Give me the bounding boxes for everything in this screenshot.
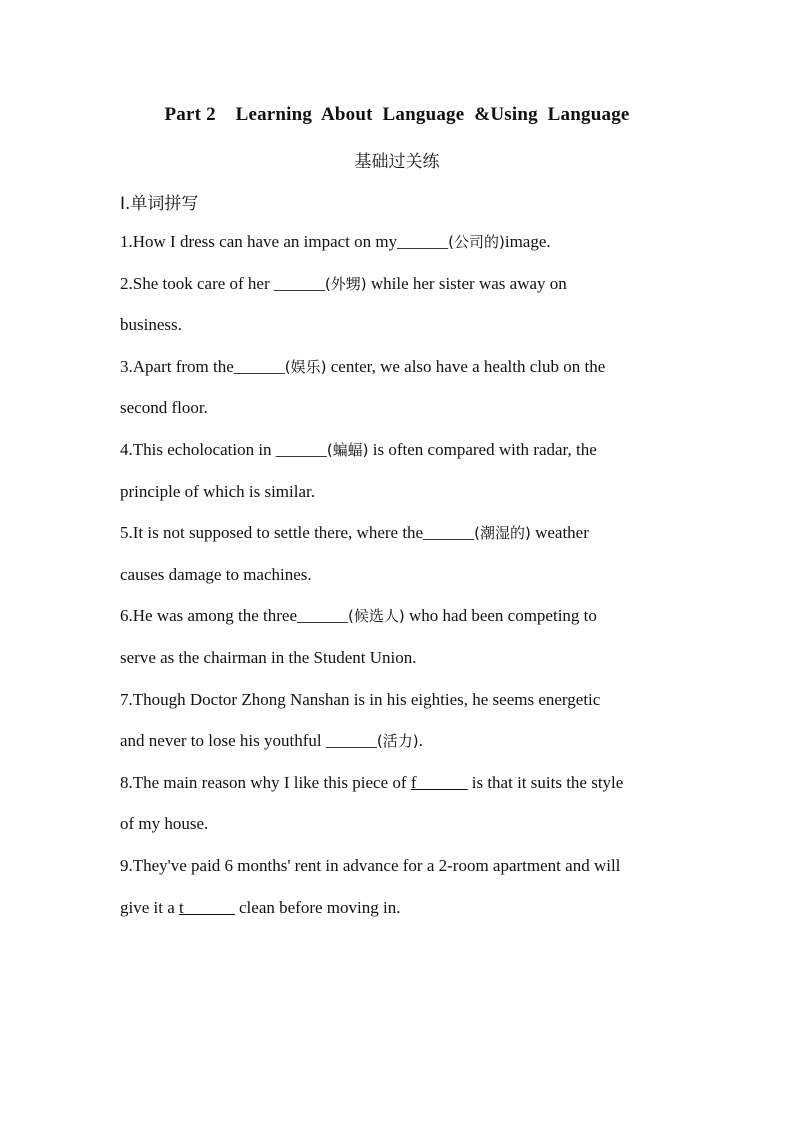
text-line: 7.Though Doctor Zhong Nanshan is in his eighties, he seems energetic — [120, 689, 601, 709]
text-line: 5.It is not supposed to settle there, where the______(潮湿的) weather — [120, 523, 589, 543]
answer-blank: f______ — [410, 772, 468, 792]
text-line: give it a t______ clean before moving in. — [120, 897, 401, 917]
text-line: business. — [120, 315, 182, 335]
text-line: 1.How I dress can have an impact on my______(公司的)image. — [120, 232, 551, 251]
page-title: Part 2 Learning About Language &Using Language — [164, 104, 630, 125]
text-line: of my house. — [120, 814, 209, 834]
text-line: 9.They've paid 6 months' rent in advance for a 2-room apartment and will — [120, 855, 621, 875]
section-heading: Ⅰ.单词拼写 — [120, 194, 199, 214]
exercise-list — [120, 228, 680, 935]
text-line: 3.Apart from the______(娱乐) center, we also have a health club on the — [120, 356, 606, 376]
text-line: 2.She took care of her ______(外甥) while her sister was away on — [120, 273, 567, 293]
page-subtitle: 基础过关练 — [354, 152, 440, 172]
text-line: causes damage to machines. — [120, 564, 312, 584]
text-line: 8.The main reason why I like this piece of f______ is that it suits the style — [120, 772, 624, 792]
text-line: and never to lose his youthful ______(活力). — [120, 731, 423, 751]
text-line: 6.He was among the three______(候选人) who had been competing to — [120, 606, 597, 626]
answer-blank: t______ — [179, 897, 235, 917]
text-line: principle of which is similar. — [120, 481, 315, 501]
text-line: second floor. — [120, 398, 208, 418]
text-line: 4.This echolocation in ______(蝙蝠) is often compared with radar, the — [120, 439, 597, 459]
text-line: serve as the chairman in the Student Union. — [120, 647, 417, 667]
